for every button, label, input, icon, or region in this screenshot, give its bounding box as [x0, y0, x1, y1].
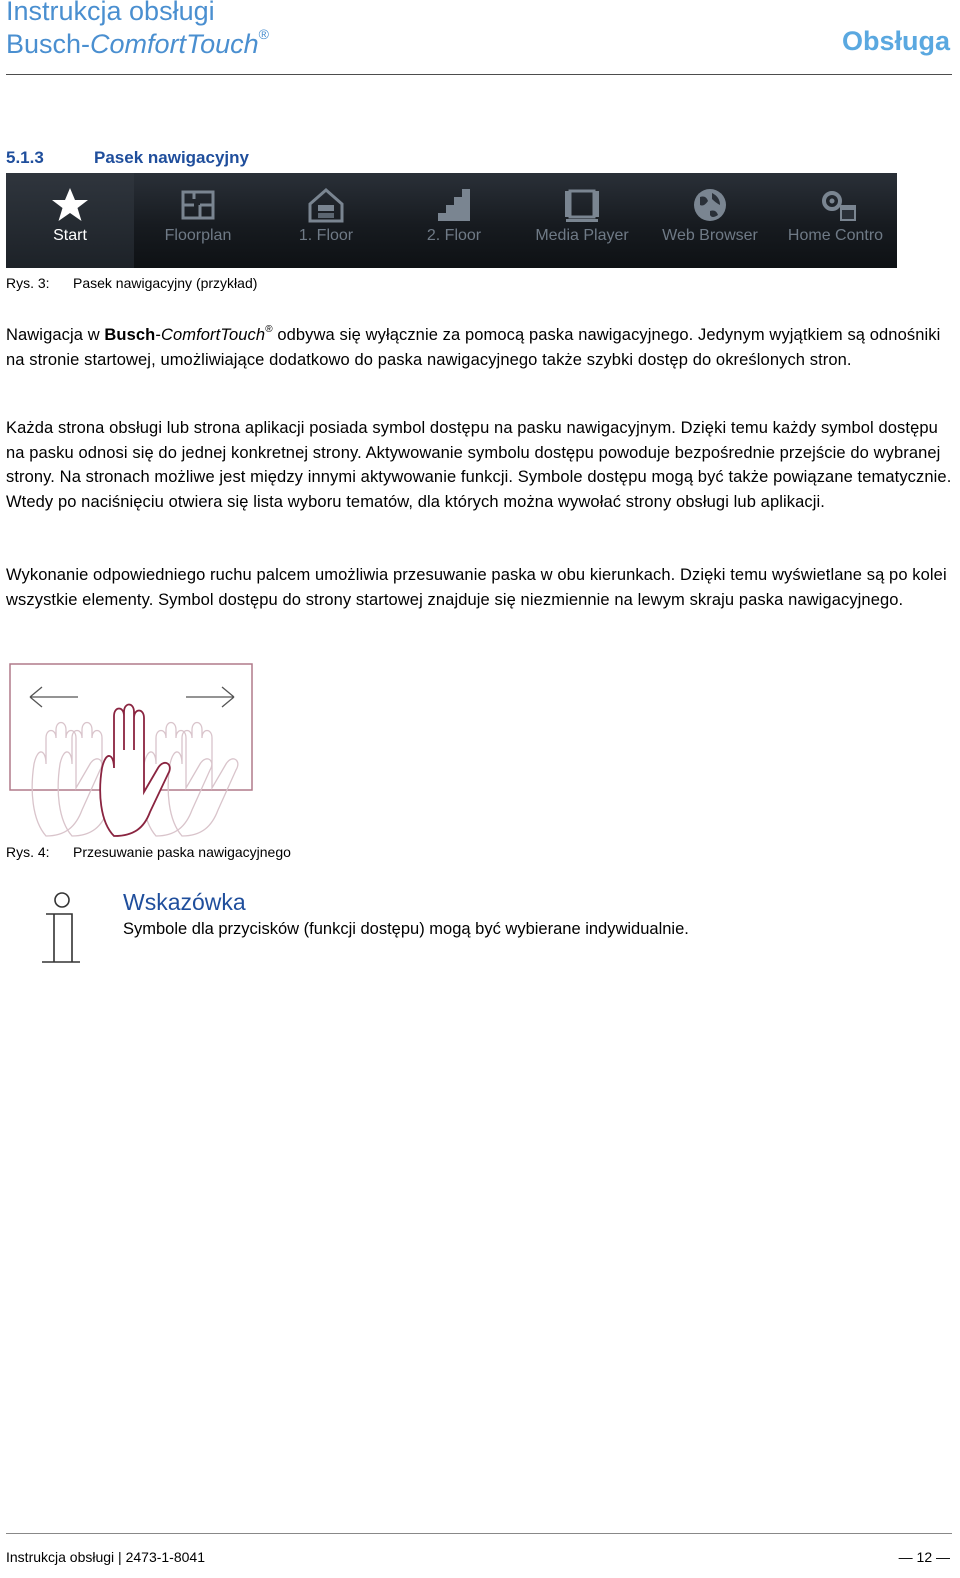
swipe-gesture-figure — [6, 660, 256, 838]
nav-item-1-floor[interactable] — [262, 173, 390, 268]
footer-page-number: — 12 — — [898, 1549, 950, 1565]
nav-item-media-player[interactable] — [518, 173, 646, 268]
nav-item-label: Media Player — [535, 227, 629, 244]
footer-document-id: Instrukcja obsługi | 2473-1-8041 — [6, 1549, 205, 1565]
nav-item-label: Home Contro — [787, 227, 884, 244]
paragraph-2: Każda strona obsługi lub strona aplikacji posiada symbol dostępu na pasku nawigacyjnym. Dzięki temu każdy symbol dostępu na pasku odnosi się do jednej konkretnej strony. Aktywowanie symbolu dostępu powoduje bezpośrednie przejście do wybranej strony. Na stronach możliwe jest między innymi aktywowanie funkcji. Symbole dostępu mogą być także powiązane tematycznie. Wtedy po naciśnięciu otwiera się lista wyboru tematów, dla których można wywołać strony obsługi lub aplikacji. — [6, 419, 952, 511]
registered-mark: ® — [258, 26, 269, 42]
navigation-bar-figure — [6, 173, 897, 268]
header-section-name: Obsługa — [841, 26, 950, 56]
info-icon — [40, 890, 84, 968]
brand-dash: - — [81, 29, 91, 59]
header-brand — [6, 26, 269, 60]
arrow-right-icon — [186, 687, 234, 707]
paragraph-1-brand-italic: ComfortTouch — [160, 326, 266, 344]
header-title: Instrukcja obsługi — [6, 0, 215, 26]
paragraph-1-registered-mark: ® — [265, 324, 273, 335]
arrow-left-icon — [30, 687, 78, 707]
brand-name-bold: Busch — [6, 29, 82, 59]
nav-item-label: Start — [53, 227, 87, 244]
figure-3-label: Rys. 3: — [6, 275, 50, 291]
paragraph-3: Wykonanie odpowiedniego ruchu palcem umożliwia przesuwanie paska w obu kierunkach. Dzięki temu wyświetlane są po kolei wszystkie elementy. Symbol dostępu do strony startowej znajduje się niezmiennie na lewym skraju paska nawigacyjnego. — [6, 566, 947, 609]
globe-icon — [690, 185, 730, 225]
figure-4-label: Rys. 4: — [6, 844, 50, 860]
stairs-icon — [434, 185, 474, 225]
nav-item-web-browser[interactable] — [646, 173, 774, 268]
paragraph-1-intro: Nawigacja w — [6, 326, 105, 344]
paragraph-1-brand-dash: - — [155, 326, 161, 344]
paragraph-1-body: odbywa się wyłącznie za pomocą paska nawigacyjnego. Jedynym wyjątkiem są odnośniki na stronie startowej, umożliwiające dodatkowo do paska nawigacyjnego także szybki dostęp do określonych stron. — [6, 326, 941, 369]
section-number: 5.1.3 — [6, 148, 44, 167]
nav-item-label: 2. Floor — [426, 227, 482, 244]
section-title: Pasek nawigacyjny — [94, 148, 249, 167]
film-icon — [562, 185, 602, 225]
header-divider — [6, 74, 952, 75]
gear-calendar-icon — [818, 185, 858, 225]
figure-3-caption: Pasek nawigacyjny (przykład) — [73, 275, 258, 291]
hint-title: Wskazówka — [123, 889, 246, 915]
floorplan-icon — [178, 185, 218, 225]
nav-item-label: 1. Floor — [298, 227, 354, 244]
star-icon — [50, 185, 90, 225]
nav-item-2-floor[interactable] — [390, 173, 518, 268]
hand-icon — [100, 705, 170, 837]
paragraph-1-brand-bold: Busch — [104, 326, 156, 344]
nav-item-floorplan[interactable] — [134, 173, 262, 268]
nav-item-label: Floorplan — [164, 227, 232, 244]
footer-divider — [6, 1533, 952, 1534]
figure-4-caption: Przesuwanie paska nawigacyjnego — [73, 844, 291, 860]
nav-item-home-control[interactable] — [774, 173, 897, 268]
paragraph-1 — [6, 318, 952, 372]
nav-item-start[interactable] — [6, 173, 134, 268]
hint-text: Symbole dla przycisków (funkcji dostępu) mogą być wybierane indywidualnie. — [123, 920, 689, 938]
house-icon — [306, 185, 346, 225]
brand-name-italic: ComfortTouch — [90, 29, 259, 59]
nav-item-label: Web Browser — [662, 227, 758, 244]
